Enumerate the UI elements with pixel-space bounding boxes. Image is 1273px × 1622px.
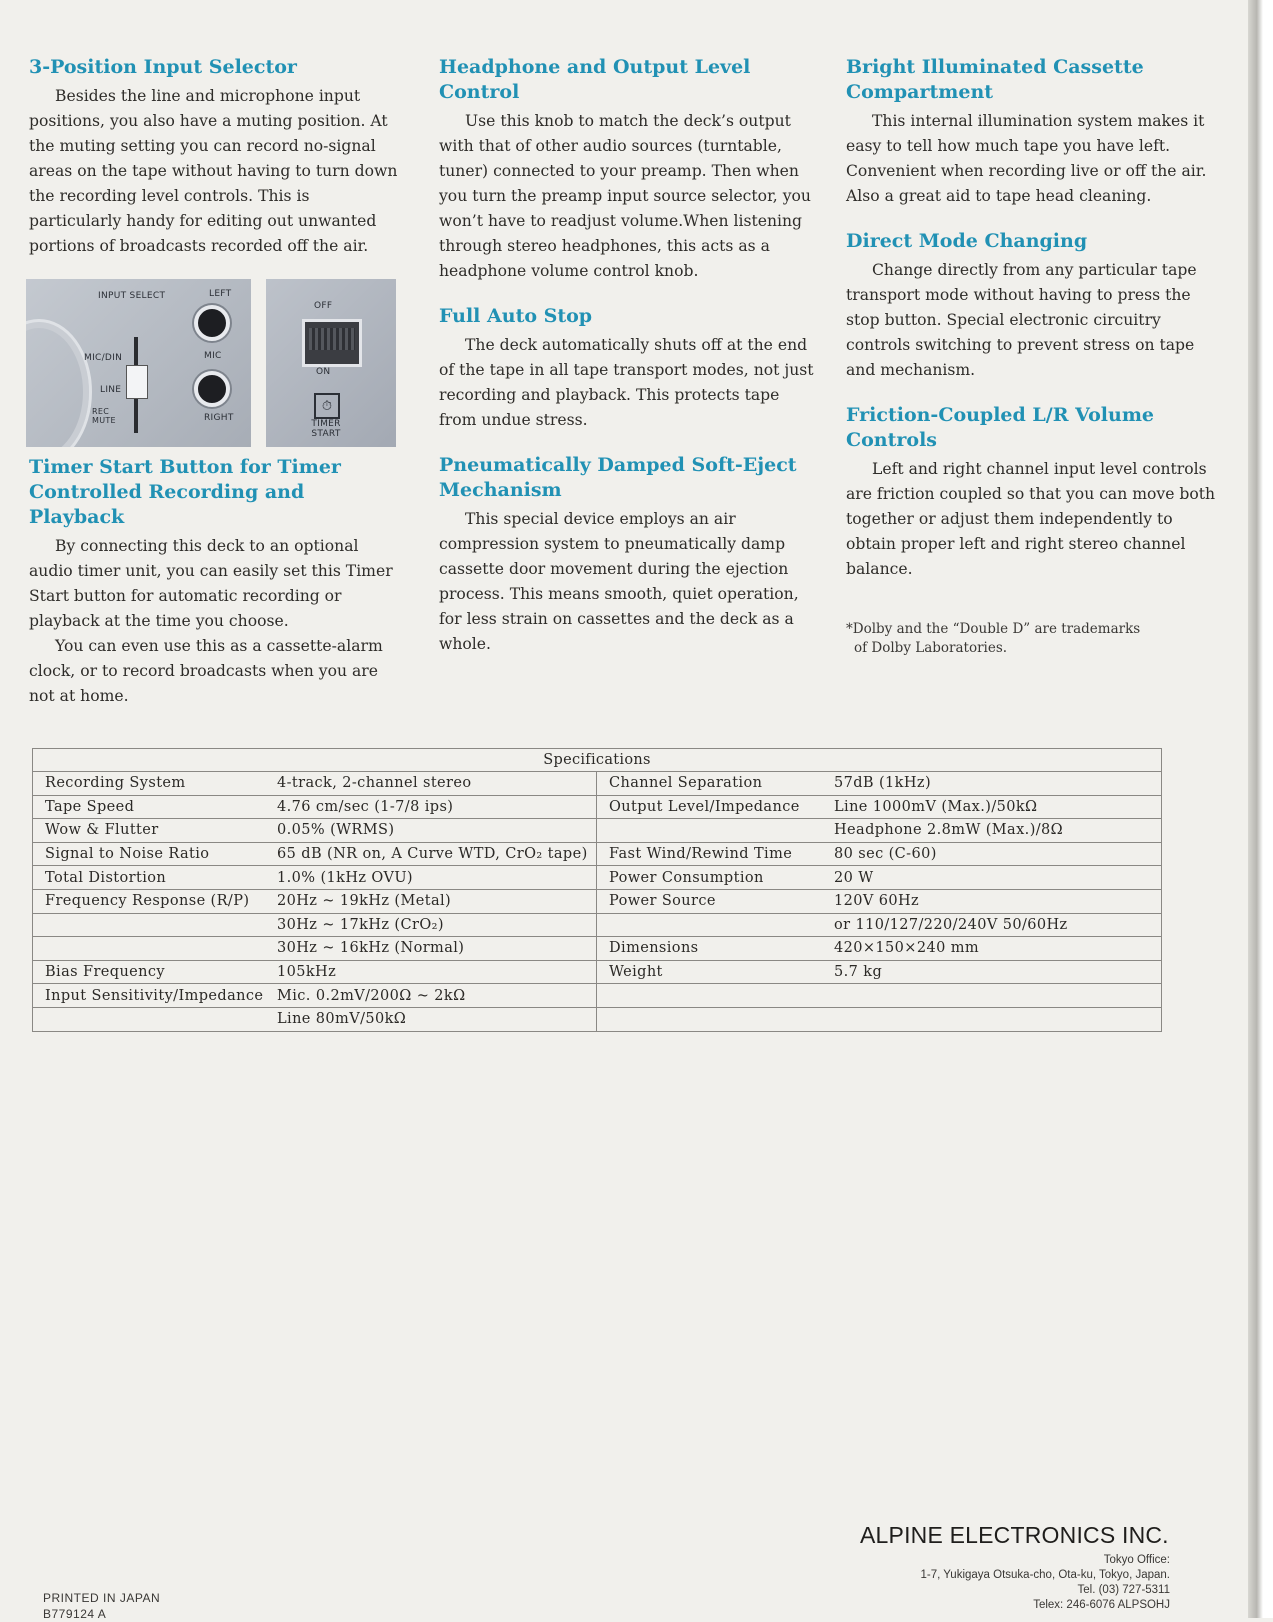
office-tel: Tel. (03) 727-5311	[1077, 1584, 1170, 1596]
spec-label-right	[597, 913, 835, 937]
spec-label-left	[33, 1007, 278, 1031]
heading-volume: Friction-Coupled L/R Volume Controls	[846, 404, 1155, 451]
spec-row	[33, 913, 1162, 937]
label-timer-start: TIMER START	[311, 419, 341, 439]
body-timer-start-2: You can even use this as a cassette-alarm clock, or to record broadcasts when you are not at home.	[29, 637, 383, 705]
label-right: RIGHT	[204, 413, 234, 423]
section-soft-eject	[439, 453, 819, 657]
body-auto-stop: The deck automatically shuts off at the end of the tape in all tape transport modes, not just recording and playback. This protects tape from undue stress.	[439, 336, 814, 429]
label-mic-din: MIC/DIN	[84, 353, 123, 363]
body-headphone: Use this knob to match the deck’s output with that of other audio sources (turntable, tuner) connected to your preamp. Then when you turn the preamp input source selector, you won’t have to readjust volume.When listening through stereo headphones, this acts as a headphone volume control knob.	[439, 112, 811, 280]
spec-value-right: 57dB (1kHz)	[834, 772, 1162, 796]
spec-label-right: Dimensions	[597, 937, 835, 961]
spec-caption-row	[33, 749, 1162, 772]
print-info	[43, 1590, 160, 1622]
spec-row	[33, 842, 1162, 866]
spec-value-right: or 110/127/220/240V 50/60Hz	[834, 913, 1162, 937]
right-column	[846, 55, 1222, 658]
spec-value-left: 1.0% (1kHz OVU)	[277, 866, 597, 890]
spec-title: Specifications	[33, 749, 1162, 772]
middle-column	[439, 55, 819, 677]
section-timer-start	[29, 455, 401, 709]
dolby-trademark-note	[846, 620, 1222, 658]
section-auto-stop	[439, 304, 819, 433]
printed-in-japan: PRINTED IN JAPAN	[43, 1591, 161, 1605]
timer-start-photo	[266, 279, 396, 447]
spec-row	[33, 889, 1162, 913]
heading-compartment: Bright Illuminated Cassette Compartment	[846, 56, 1144, 103]
label-mic: MIC	[204, 351, 222, 361]
body-direct-mode: Change directly from any particular tape transport mode without having to press the stop button. Special electronic circuitry controls switching to prevent stress on tape and mechanism.	[846, 261, 1197, 379]
body-compartment: This internal illumination system makes it easy to tell how much tape you have left. Convenient when recording live or off the air. Also a great aid to tape head cleaning.	[846, 112, 1207, 205]
spec-label-right: Weight	[597, 960, 835, 984]
spec-value-right: Line 1000mV (Max.)/50kΩ	[834, 795, 1162, 819]
label-rec-mute: REC MUTE	[92, 407, 116, 425]
spec-row	[33, 866, 1162, 890]
body-soft-eject: This special device employs an air compression system to pneumatically damp cassette door movement during the ejection process. This means smooth, quiet operation, for less strain on cassettes and the deck as a whole.	[439, 510, 799, 653]
spec-label-right	[597, 1007, 835, 1031]
spec-value-left: 4-track, 2-channel stereo	[277, 772, 597, 796]
spec-value-left: Line 80mV/50kΩ	[277, 1007, 597, 1031]
spec-label-left: Recording System	[33, 772, 278, 796]
section-compartment	[846, 55, 1222, 209]
spec-row	[33, 1007, 1162, 1031]
spec-value-left: Mic. 0.2mV/200Ω ~ 2kΩ	[277, 984, 597, 1008]
heading-timer-start: Timer Start Button for Timer Controlled Recording and Playback	[29, 456, 341, 528]
label-input-select: INPUT SELECT	[98, 291, 166, 301]
company-name: ALPINE ELECTRONICS INC.	[860, 1522, 1169, 1548]
spec-label-right: Channel Separation	[597, 772, 835, 796]
page-edge-shadow	[1248, 0, 1273, 1618]
dolby-note-line-1: *Dolby and the “Double D” are trademarks	[846, 621, 1141, 637]
spec-label-right: Fast Wind/Rewind Time	[597, 842, 835, 866]
spec-label-left: Total Distortion	[33, 866, 278, 890]
spec-label-right: Output Level/Impedance	[597, 795, 835, 819]
label-line: LINE	[100, 385, 122, 395]
spec-row	[33, 795, 1162, 819]
spec-label-left: Bias Frequency	[33, 960, 278, 984]
spec-value-right: 20 W	[834, 866, 1162, 890]
heading-direct-mode: Direct Mode Changing	[846, 230, 1088, 252]
catalog-code: B779124 A	[43, 1607, 107, 1621]
spec-row	[33, 772, 1162, 796]
spec-value-left: 0.05% (WRMS)	[277, 819, 597, 843]
spec-label-left: Input Sensitivity/Impedance	[33, 984, 278, 1008]
section-headphone	[439, 55, 819, 284]
spec-value-left: 30Hz ~ 16kHz (Normal)	[277, 937, 597, 961]
spec-row	[33, 937, 1162, 961]
spec-label-left	[33, 913, 278, 937]
left-jack-icon	[194, 305, 230, 341]
label-off: OFF	[314, 301, 333, 311]
specifications-table	[32, 748, 1162, 1032]
body-timer-start-1: By connecting this deck to an optional audio timer unit, you can easily set this Timer Start button for automatic recording or playback at the time you choose.	[29, 537, 393, 630]
spec-value-right: 80 sec (C-60)	[834, 842, 1162, 866]
dolby-note-line-2: of Dolby Laboratories.	[854, 640, 1008, 656]
right-jack-icon	[194, 371, 230, 407]
office-telex: Telex: 246-6076 ALPSOHJ	[1033, 1599, 1170, 1611]
body-input-selector: Besides the line and microphone input positions, you also have a muting position. At the muting setting you can record no-signal areas on the tape without having to turn down the recording level controls. This is particularly handy for editing out unwanted portions of broadcasts recorded off the air.	[29, 87, 398, 255]
spec-label-left: Signal to Noise Ratio	[33, 842, 278, 866]
label-on: ON	[316, 367, 331, 377]
spec-value-left: 20Hz ~ 19kHz (Metal)	[277, 889, 597, 913]
spec-label-left	[33, 937, 278, 961]
spec-value-right: 5.7 kg	[834, 960, 1162, 984]
spec-row	[33, 984, 1162, 1008]
section-direct-mode	[846, 229, 1222, 383]
spec-value-left: 65 dB (NR on, A Curve WTD, CrO₂ tape)	[277, 842, 597, 866]
left-column	[29, 55, 401, 729]
spec-label-right: Power Consumption	[597, 866, 835, 890]
clock-icon: ⏱	[314, 393, 340, 419]
spec-label-left: Tape Speed	[33, 795, 278, 819]
spec-value-right	[834, 1007, 1162, 1031]
spec-value-right: 420×150×240 mm	[834, 937, 1162, 961]
section-volume	[846, 403, 1222, 582]
spec-value-right: Headphone 2.8mW (Max.)/8Ω	[834, 819, 1162, 843]
timer-switch-graphic	[302, 319, 362, 367]
office-address: 1-7, Yukigaya Otsuka-cho, Ota-ku, Tokyo, Japan.	[920, 1569, 1170, 1581]
input-select-photo	[26, 279, 251, 447]
spec-value-left: 105kHz	[277, 960, 597, 984]
spec-value-left: 30Hz ~ 17kHz (CrO₂)	[277, 913, 597, 937]
spec-row	[33, 960, 1162, 984]
label-left: LEFT	[209, 289, 232, 299]
heading-auto-stop: Full Auto Stop	[439, 305, 593, 327]
company-block	[860, 1522, 1170, 1613]
spec-label-left: Wow & Flutter	[33, 819, 278, 843]
spec-row	[33, 819, 1162, 843]
body-volume: Left and right channel input level controls are friction coupled so that you can move both together or adjust them independently to obtain proper left and right stereo channel balance.	[846, 460, 1216, 578]
spec-value-right: 120V 60Hz	[834, 889, 1162, 913]
input-select-slider-knob	[126, 365, 148, 399]
spec-label-left: Frequency Response (R/P)	[33, 889, 278, 913]
section-input-selector	[29, 55, 401, 259]
office-label: Tokyo Office:	[1103, 1554, 1170, 1566]
spec-value-right	[834, 984, 1162, 1008]
control-photos	[26, 279, 401, 449]
spec-value-left: 4.76 cm/sec (1-7/8 ips)	[277, 795, 597, 819]
spec-label-right	[597, 984, 835, 1008]
heading-soft-eject: Pneumatically Damped Soft-Eject Mechanism	[439, 454, 797, 501]
level-knob-graphic	[26, 319, 92, 447]
heading-input-selector: 3-Position Input Selector	[29, 56, 297, 78]
spec-label-right: Power Source	[597, 889, 835, 913]
spec-label-right	[597, 819, 835, 843]
heading-headphone: Headphone and Output Level Control	[439, 56, 751, 103]
